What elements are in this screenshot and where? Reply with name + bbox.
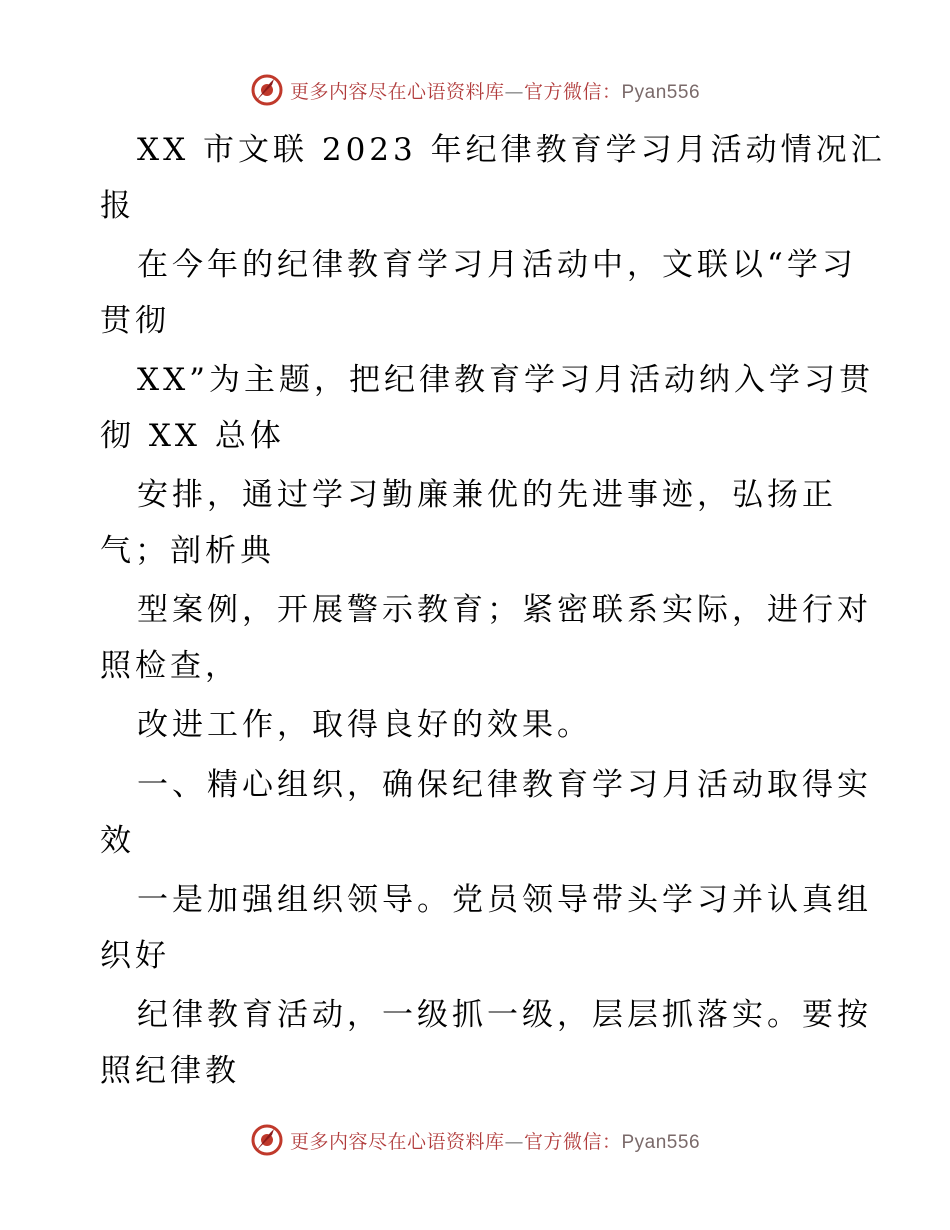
doc-line-4: 贯彻 [100, 303, 170, 339]
banner-title: 更多内容尽在心语资料库 [289, 80, 505, 103]
brand-logo-icon [250, 73, 284, 107]
banner-text [290, 77, 700, 104]
doc-line-7: 安排，通过学习勤廉兼优的先进事迹，弘扬正 [137, 477, 837, 513]
doc-line-11: 改进工作，取得良好的效果。 [137, 707, 592, 743]
banner-label: 官方微信： [523, 1130, 622, 1153]
doc-line-13: 效 [100, 823, 135, 859]
doc-line-5: XX”为主题，把纪律教育学习月活动纳入学习贯 [137, 362, 874, 398]
banner-account: Pyan556 [621, 1131, 701, 1153]
banner-text [290, 1127, 700, 1154]
doc-line-17: 照纪律教 [100, 1053, 240, 1089]
doc-line-16: 纪律教育活动，一级抓一级，层层抓落实。要按 [137, 997, 872, 1033]
banner-separator: — [504, 80, 524, 103]
doc-line-8: 气；剖析典 [100, 533, 275, 569]
brand-logo-icon [250, 1123, 284, 1157]
header-banner [0, 70, 950, 110]
doc-line-15: 织好 [100, 938, 170, 974]
doc-line-3: 在今年的纪律教育学习月活动中，文联以“学习 [137, 247, 857, 283]
banner-label: 官方微信： [523, 80, 622, 103]
banner-account: Pyan556 [621, 81, 701, 103]
doc-line-10: 照检查， [100, 648, 240, 684]
doc-line-2: 报 [100, 188, 135, 224]
banner-separator: — [504, 1130, 524, 1153]
doc-line-12: 一、精心组织，确保纪律教育学习月活动取得实 [137, 767, 872, 803]
doc-line-6: 彻 XX 总体 [100, 418, 285, 454]
doc-line-9: 型案例，开展警示教育；紧密联系实际，进行对 [137, 592, 872, 628]
banner-title: 更多内容尽在心语资料库 [289, 1130, 505, 1153]
doc-line-1: XX 市文联 2023 年纪律教育学习月活动情况汇 [137, 132, 886, 168]
footer-banner [0, 1120, 950, 1160]
doc-line-14: 一是加强组织领导。党员领导带头学习并认真组 [137, 882, 872, 918]
